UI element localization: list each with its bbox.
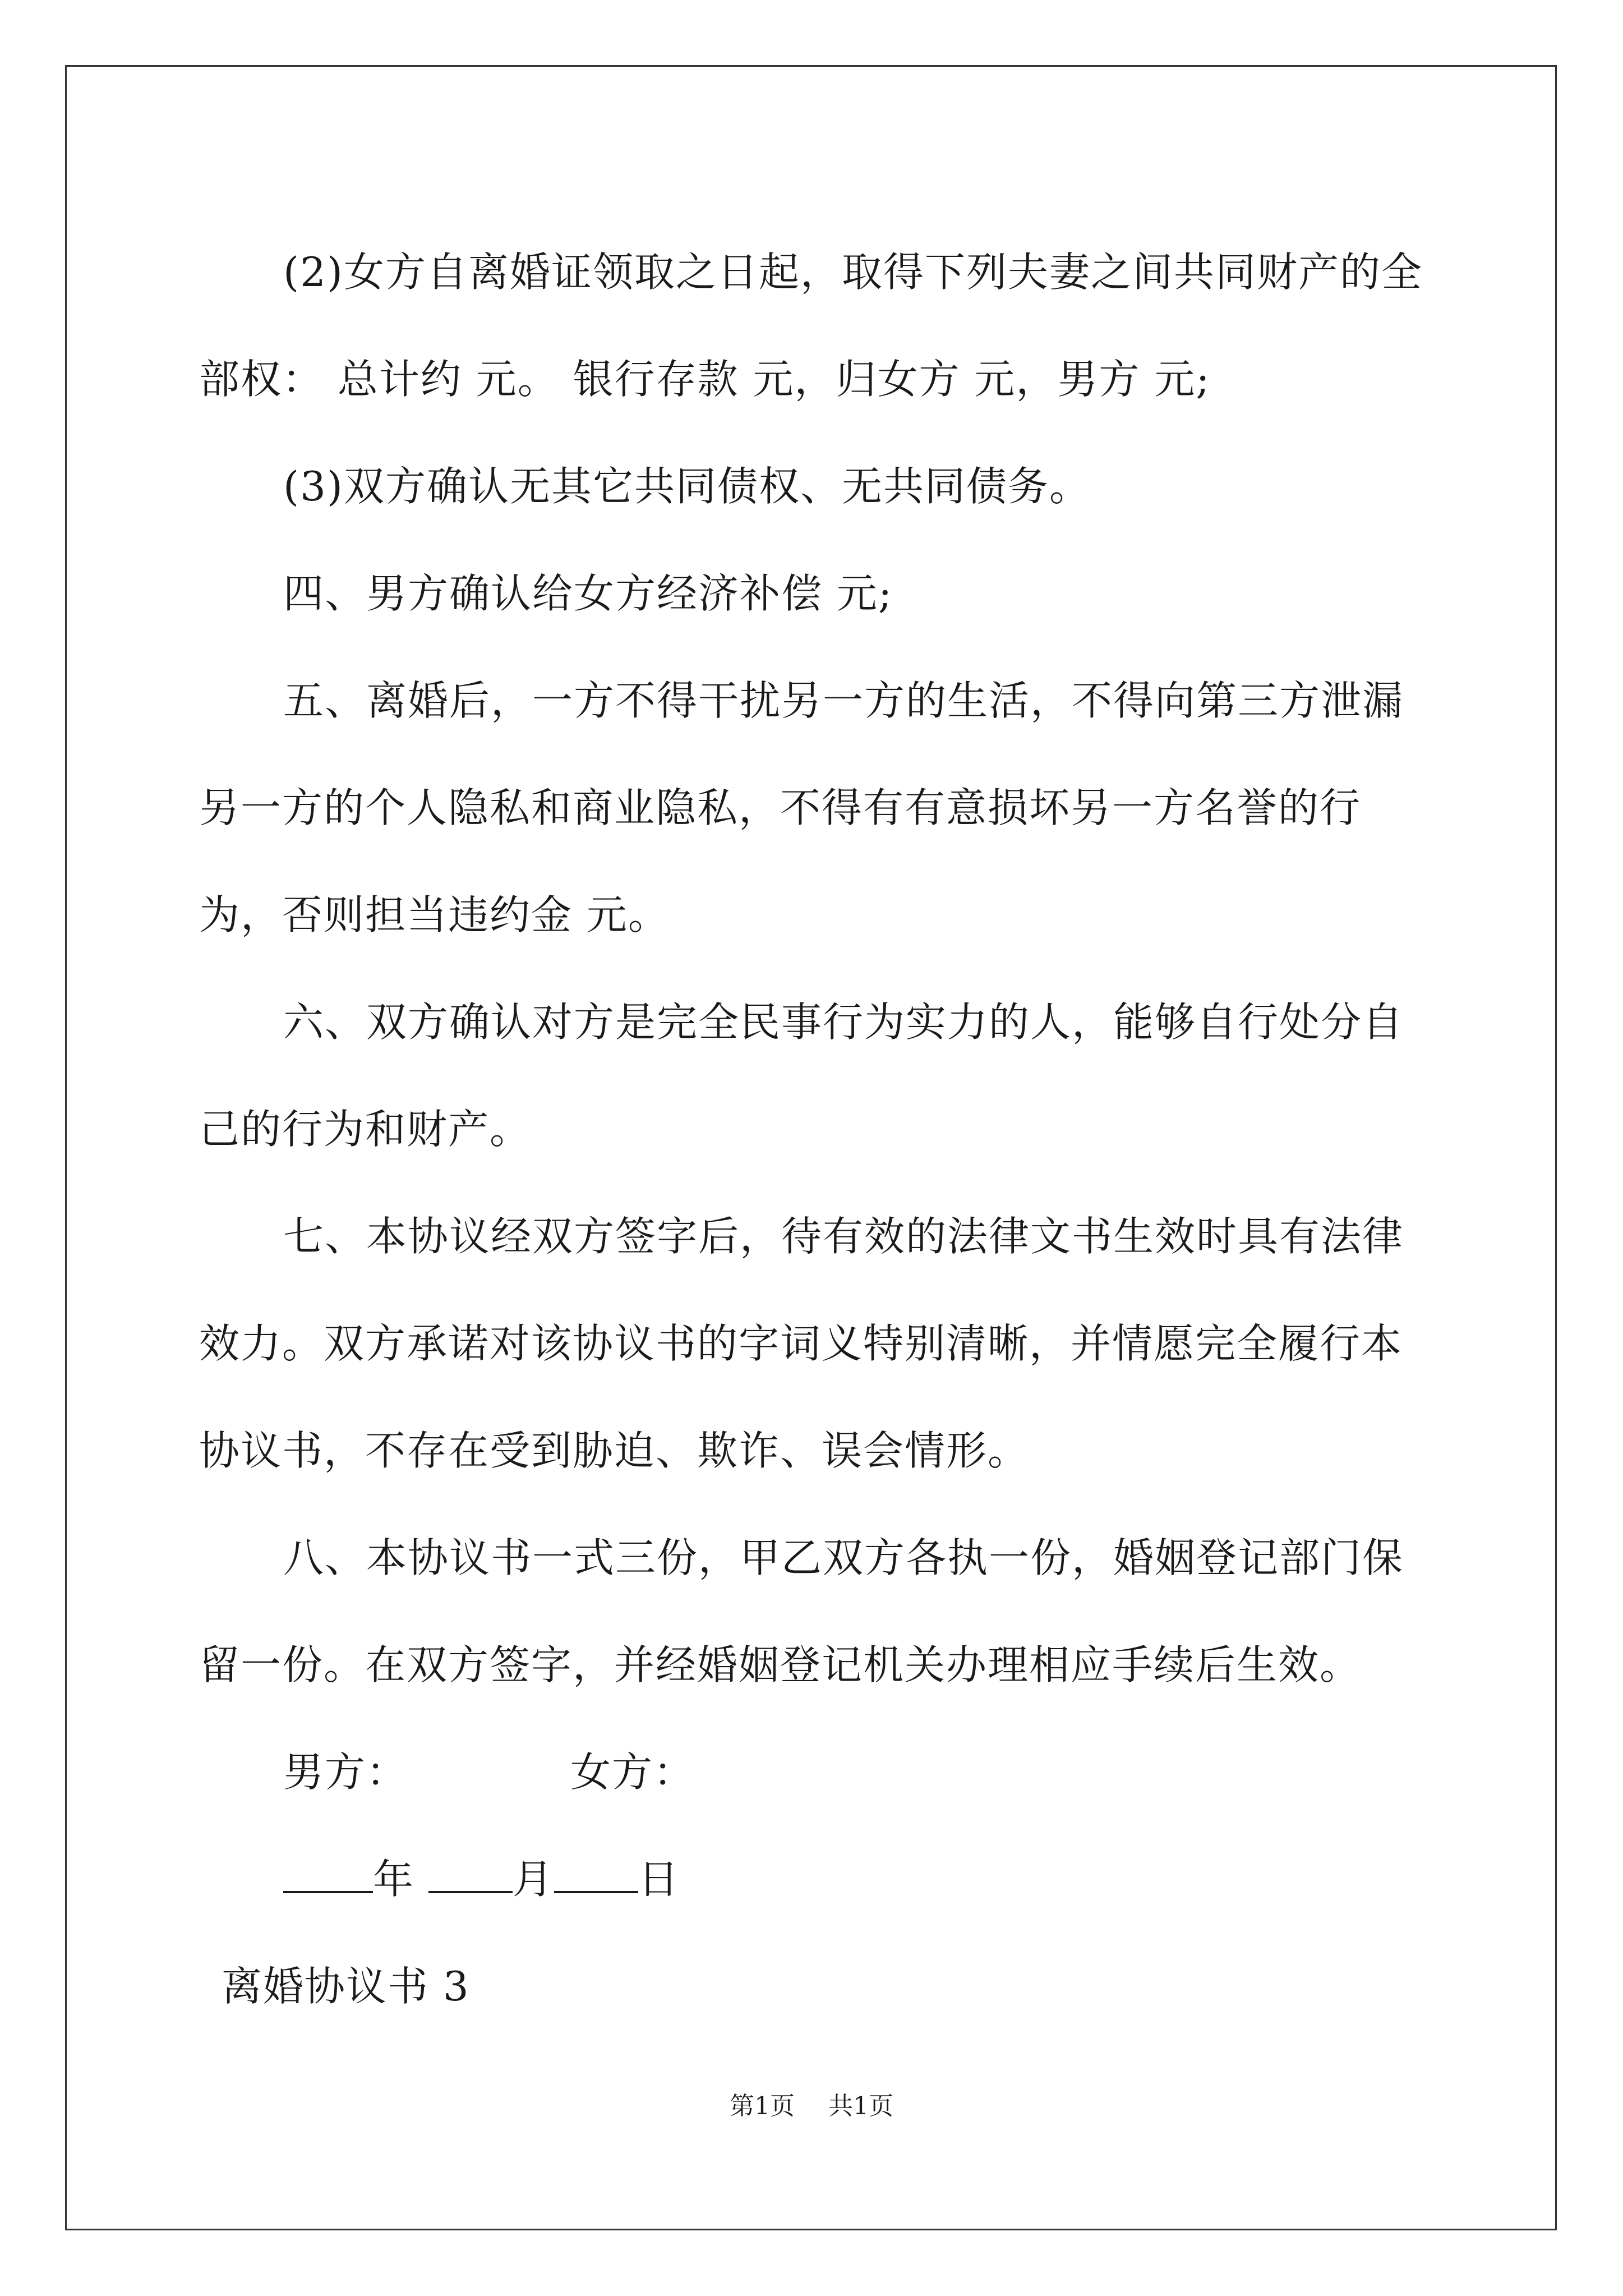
document-body xyxy=(199,219,1427,2040)
paragraph-privacy: 五、离婚后，一方不得干扰另一方的生活，不得向第三方泄漏另一方的个人隐私和商业隐私，不得有有意损坏另一方名誉的行为，否则担当违约金 元。 xyxy=(199,677,1404,938)
date-row xyxy=(199,1826,1427,1933)
paragraph-capacity: 六、双方确认对方是完全民事行为实力的人，能够自行处分自己的行为和财产。 xyxy=(199,999,1404,1153)
page-total: 共1页 xyxy=(828,2092,893,2120)
paragraph-effectiveness: 七、本协议经双方签字后，待有效的法律文书生效时具有法律效力。双方承诺对该协议书的字词义特别清晰，并情愿完全履行本协议书，不存在受到胁迫、欺诈、误会情形。 xyxy=(199,1213,1404,1474)
signature-row xyxy=(199,1719,1427,1826)
paragraph-copies: 八、本协议书一式三份，甲乙双方各执一份，婚姻登记部门保留一份。在双方签字，并经婚姻登记机关办理相应手续后生效。 xyxy=(199,1534,1404,1688)
year-label: 年 xyxy=(373,1856,415,1903)
month-blank xyxy=(428,1858,513,1893)
paragraph-no-debts: (3)双方确认无其它共同债权、无共同债务。 xyxy=(283,463,1091,510)
paragraph-property-division: (2)女方自离婚证领取之日起，取得下列夫妻之间共同财产的全部权： 总计约 元。 银行存款 元，归女方 元，男方 元; xyxy=(199,249,1423,403)
female-signature-label: 女方： xyxy=(570,1749,695,1796)
year-blank xyxy=(283,1858,373,1893)
month-label: 月 xyxy=(512,1856,554,1903)
male-signature-label: 男方： xyxy=(283,1749,408,1796)
page-footer xyxy=(0,2086,1623,2122)
page-number: 第1页 xyxy=(730,2092,795,2120)
paragraph-compensation: 四、男方确认给女方经济补偿 元; xyxy=(283,570,893,617)
day-label: 日 xyxy=(638,1856,680,1903)
day-blank xyxy=(554,1858,638,1893)
section-heading: 离婚协议书 3 xyxy=(222,1963,470,2010)
